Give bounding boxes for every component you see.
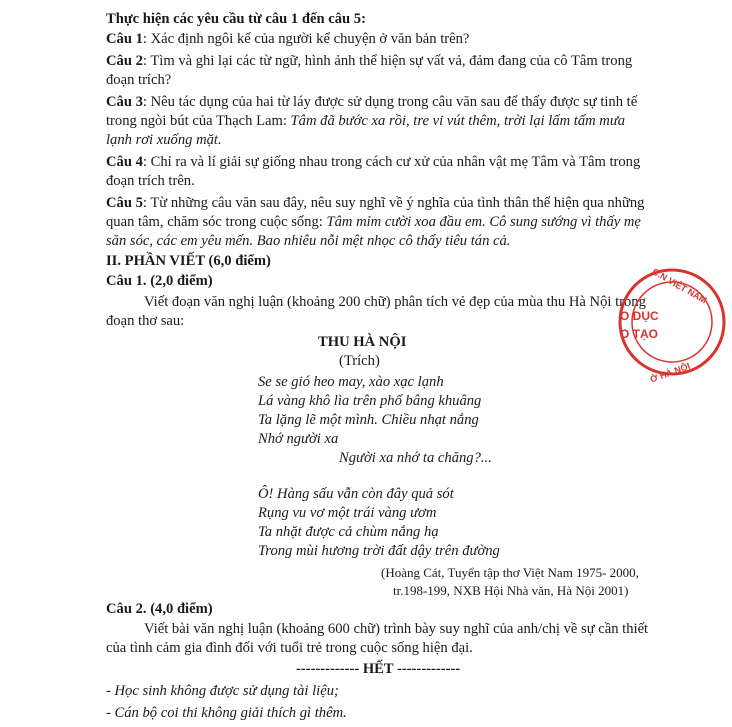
poem-line: Lá vàng khô lìa trên phố bâng khuâng bbox=[258, 393, 482, 409]
q3-quote: Tâm đã bước xa rồi, tre vi vút thêm, trời lại lấm tấm mưa bbox=[290, 113, 626, 129]
q5-text-b: quan tâm, chăm sóc trong cuộc sống: bbox=[106, 214, 327, 230]
poem-line: Ta nhặt được cả chùm nắng hạ bbox=[258, 524, 439, 540]
poem-line: Rụng vu vơ một trái vàng ươm bbox=[258, 505, 437, 521]
poem-line: Se se gió heo may, xào xạc lạnh bbox=[258, 374, 444, 390]
q2-text-cont: đoạn trích? bbox=[106, 72, 172, 88]
svg-text:C.N VIỆT NAM: C.N VIỆT NAM bbox=[650, 266, 709, 306]
task2-text: Viết bài văn nghị luận (khoảng 600 chữ) trình bày suy nghĩ của anh/chị về sự cần thiết bbox=[144, 621, 649, 637]
task1-title: Câu 1. (2,0 điểm) bbox=[106, 273, 213, 289]
q4-text: : Chỉ ra và lí giải sự giống nhau trong cách cư xử của nhân vật mẹ Tâm và Tâm trong bbox=[142, 154, 641, 170]
q1-text: : Xác định ngôi kể của người kể chuyện ở văn bản trên? bbox=[142, 31, 470, 47]
question-1 bbox=[106, 30, 469, 49]
q3-label: Câu 3 bbox=[106, 94, 143, 110]
task1-text: Viết đoạn văn nghị luận (khoảng 200 chữ) phân tích vẻ đẹp của mùa thu Hà Nội trong bbox=[144, 294, 646, 310]
task1-text-cont: đoạn thơ sau: bbox=[106, 313, 185, 329]
q5-quote: Tâm mỉm cười xoa đầu em. Cô sung sướng vì thấy mẹ bbox=[326, 214, 641, 230]
svg-text:Ở HÀ NỘI: Ở HÀ NỘI bbox=[648, 360, 692, 385]
q2-text: : Tìm và ghi lại các từ ngữ, hình ảnh thể hiện sự vất vả, đảm đang của cô Tâm trong bbox=[142, 53, 633, 69]
q3-text-b: trong ngòi bút của Thạch Lam: bbox=[106, 113, 291, 129]
poem-line: Ô! Hàng sấu vẫn còn đây quả sót bbox=[258, 486, 454, 502]
q4-label: Câu 4 bbox=[106, 154, 143, 170]
poem-subtitle: (Trích) bbox=[339, 353, 380, 369]
question-5 bbox=[106, 194, 644, 213]
poem-source: (Hoàng Cát, Tuyển tập thơ Việt Nam 1975- 2000, bbox=[381, 565, 639, 580]
q2-label: Câu 2 bbox=[106, 53, 143, 69]
svg-text:O TẠO: O TẠO bbox=[620, 327, 658, 341]
task2-title: Câu 2. (4,0 điểm) bbox=[106, 601, 213, 617]
poem-source-cont: tr.198-199, NXB Hội Nhà văn, Hà Nội 2001) bbox=[393, 583, 629, 598]
q3-text: : Nêu tác dụng của hai từ láy được sử dụng trong câu văn sau để thấy được sự tinh tế bbox=[142, 94, 638, 110]
task2-text-cont: của tình cảm gia đình đối với tuổi trẻ trong cuộc sống hiện đại. bbox=[106, 640, 473, 656]
poem-line: Ta lặng lẽ một mình. Chiều nhạt nắng bbox=[258, 412, 479, 428]
question-2 bbox=[106, 52, 632, 71]
poem-title: THU HÀ NỘI bbox=[318, 334, 407, 350]
q5-text-cont bbox=[106, 213, 641, 232]
q3-quote-cont: lạnh rơi xuống mặt. bbox=[106, 132, 222, 148]
q5-text: : Từ những câu văn sau đây, nêu suy nghĩ về ý nghĩa của tình thân thể hiện qua những bbox=[142, 195, 645, 211]
note-2: - Cán bộ coi thi không giải thích gì thêm. bbox=[106, 705, 347, 721]
q5-label: Câu 5 bbox=[106, 195, 143, 211]
q1-label: Câu 1 bbox=[106, 31, 143, 47]
q5-quote-cont: săn sóc, các em yêu mến. Bao nhiêu nỗi mệt nhọc cô thấy tiêu tán cả. bbox=[106, 233, 511, 249]
poem-line: Trong mùi hương trời đất dậy trên đường bbox=[258, 543, 500, 559]
question-4 bbox=[106, 153, 640, 172]
q4-text-cont: đoạn trích trên. bbox=[106, 173, 195, 189]
writing-section-title: II. PHẦN VIẾT (6,0 điểm) bbox=[106, 253, 271, 269]
poem-line: Người xa nhớ ta chăng?... bbox=[339, 450, 492, 466]
svg-text:O DỤC: O DỤC bbox=[620, 309, 659, 323]
official-seal-icon bbox=[612, 260, 732, 385]
end-mark: ------------- HẾT ------------- bbox=[296, 661, 461, 677]
note-1: - Học sinh không được sử dụng tài liệu; bbox=[106, 683, 339, 699]
reading-heading: Thực hiện các yêu cầu từ câu 1 đến câu 5: bbox=[106, 11, 366, 27]
q3-text-cont bbox=[106, 112, 625, 131]
poem-line: Nhớ người xa bbox=[258, 431, 339, 447]
question-3 bbox=[106, 93, 637, 112]
